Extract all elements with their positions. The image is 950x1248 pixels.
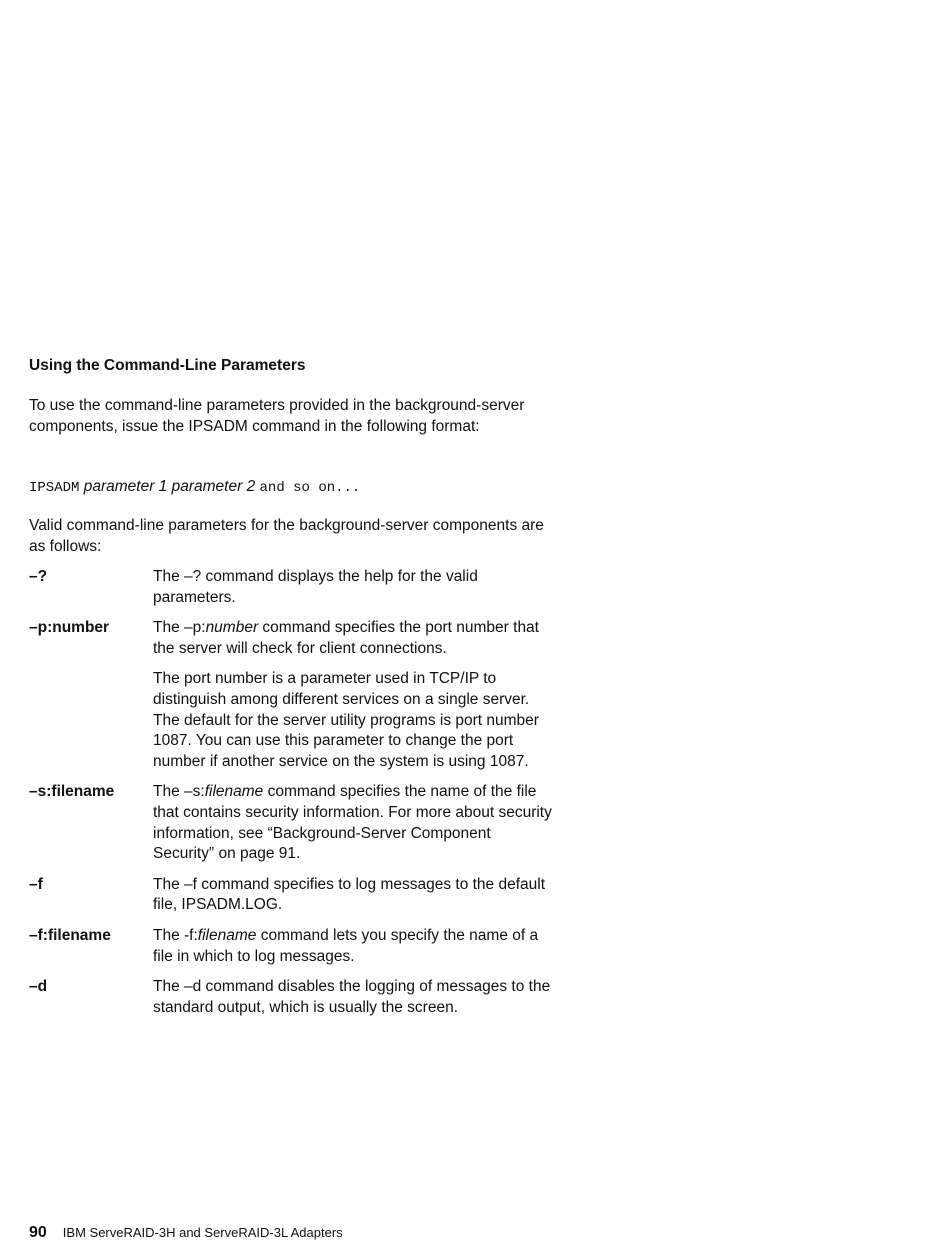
- parameter-list: [29, 567, 559, 1028]
- param-entry-log-default: [29, 875, 559, 916]
- param-description: [153, 618, 553, 772]
- valid-parameters-intro: Valid command-line parameters for the background-server components are as follows:: [29, 517, 544, 555]
- param-desc-text: The –d command disables the logging of messages to the standard output, which is usually the screen.: [153, 978, 551, 1016]
- desc-italic: number: [205, 619, 259, 637]
- param-term: –s:filename: [29, 783, 115, 801]
- footer-title: IBM ServeRAID-3H and ServeRAID-3L Adapters: [62, 1225, 343, 1240]
- param-entry-log-file: [29, 926, 559, 967]
- param-desc-extra: The port number is a parameter used in TCP/IP to distinguish among different services on a single server. The default for the server utility programs is port number 1087. You can use this parameter to change the port number if another service on the system is using 1087.: [153, 670, 539, 770]
- param-desc-text: [153, 926, 553, 967]
- param-entry-help: [29, 567, 559, 608]
- param-term: –p:number: [29, 619, 110, 637]
- syntax-param2: parameter 2: [171, 478, 256, 495]
- command-syntax: [29, 477, 360, 499]
- desc-prefix: The –p:: [153, 619, 206, 637]
- syntax-param1: parameter 1: [83, 478, 168, 495]
- desc-suffix: command specifies the port number that the server will check for client connections.: [153, 619, 539, 657]
- desc-italic: filename: [197, 926, 257, 944]
- param-term: –f: [29, 875, 43, 893]
- param-term: –f:filename: [29, 926, 111, 944]
- syntax-command: IPSADM: [29, 480, 80, 496]
- param-desc-text: [153, 782, 553, 864]
- param-desc-text: The –? command displays the help for the valid parameters.: [153, 568, 478, 606]
- param-desc-text: The –f command specifies to log messages to the default file, IPSADM.LOG.: [153, 875, 546, 914]
- param-term: –d: [29, 978, 48, 996]
- param-description: [153, 875, 553, 916]
- desc-prefix: The –s:: [153, 783, 205, 801]
- param-description: [153, 926, 553, 967]
- param-description: [153, 782, 553, 864]
- desc-suffix: command specifies the name of the file that contains security information. For more about security information, see “Background-Server Component Security” on page 91.: [153, 783, 552, 863]
- param-entry-port: [29, 618, 559, 772]
- page-footer: [29, 1223, 343, 1244]
- syntax-tail: and so on...: [259, 480, 361, 496]
- param-desc-text: [153, 618, 553, 659]
- param-term: –?: [29, 568, 48, 585]
- section-heading: Using the Command-Line Parameters: [29, 357, 306, 374]
- param-entry-security-file: [29, 782, 559, 864]
- param-description: [153, 977, 553, 1018]
- param-description: [153, 567, 553, 608]
- intro-paragraph: To use the command-line parameters provided in the background-server components, issue the IPSADM command in the following format:: [29, 397, 525, 435]
- desc-italic: filename: [204, 783, 264, 801]
- desc-suffix: command lets you specify the name of a file in which to log messages.: [153, 926, 539, 965]
- page-number: 90: [29, 1224, 47, 1241]
- param-entry-disable-logging: [29, 977, 559, 1018]
- desc-prefix: The -f:: [153, 926, 198, 944]
